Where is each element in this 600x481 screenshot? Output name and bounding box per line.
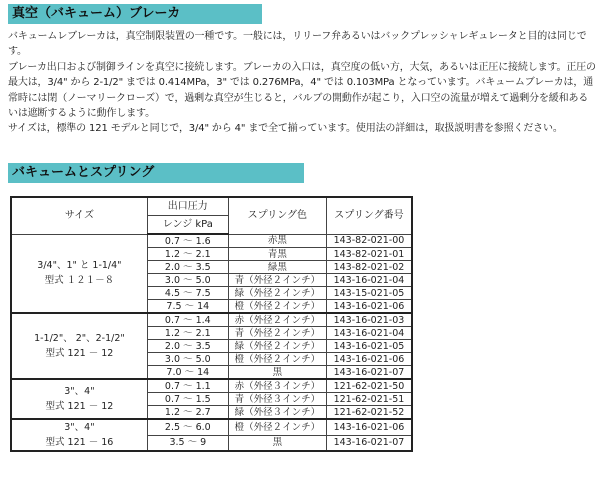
description-text [8, 29, 596, 137]
cell-pressure-range: 0.7 ～ 1.5 [147, 393, 228, 406]
cell-pressure-range: 1.2 ～ 2.7 [147, 406, 228, 420]
cell-spring-number: 143-82-021-00 [326, 234, 412, 248]
paragraph-connection: ブレーカ出口および制御ラインを真空に接続します。ブレーカの入口は，真空度の低い方，大気，あるいは正圧に接続します。正圧の最大は，3/4" から 2-1/2" までは 0.414MPa，3" では 0.276MPa，4" では 0.103MPa となっています。バキュームブレーカは，通常時には閉（ノーマリークローズ）で，過剰な真空が生じると，バルブの開動作が起こり，入口空の流量が増えて過剰分を緩和あるいは遮断するように動作します。 [8, 61, 596, 120]
cell-spring-color: 青（外径２インチ） [228, 327, 326, 340]
cell-pressure-range: 3.5 ～ 9 [147, 435, 228, 451]
cell-spring-number: 143-16-021-06 [326, 419, 412, 435]
cell-pressure-range: 0.7 ～ 1.6 [147, 234, 228, 248]
cell-pressure-range: 7.0 ～ 14 [147, 366, 228, 380]
header-range-line2: レンジ kPa [147, 216, 228, 235]
cell-spring-number: 143-16-021-04 [326, 274, 412, 287]
table-body [11, 234, 412, 451]
cell-pressure-range: 3.0 ～ 5.0 [147, 274, 228, 287]
table-row [11, 419, 412, 435]
cell-spring-color: 青（外径２インチ） [228, 274, 326, 287]
cell-pressure-range: 0.7 ～ 1.4 [147, 313, 228, 327]
cell-spring-color: 青黒 [228, 248, 326, 261]
cell-pressure-range: 0.7 ～ 1.1 [147, 379, 228, 393]
cell-pressure-range: 1.2 ～ 2.1 [147, 248, 228, 261]
size-line: 型式 121 － 16 [45, 437, 114, 448]
cell-pressure-range: 2.0 ～ 3.5 [147, 340, 228, 353]
cell-spring-number: 143-16-021-07 [326, 435, 412, 451]
header-range-line1: 出口圧力 [147, 197, 228, 216]
size-line: 型式 121 － 12 [45, 401, 114, 412]
cell-spring-color: 緑黒 [228, 261, 326, 274]
table-row [11, 234, 412, 248]
cell-spring-number: 121-62-021-50 [326, 379, 412, 393]
cell-size [11, 234, 147, 313]
table-row [11, 313, 412, 327]
cell-spring-color: 黒 [228, 435, 326, 451]
cell-pressure-range: 4.5 ～ 7.5 [147, 287, 228, 300]
cell-spring-number: 143-16-021-05 [326, 340, 412, 353]
size-line: 3/4"、1" と 1-1/4" [37, 260, 122, 272]
cell-spring-number: 143-15-021-05 [326, 287, 412, 300]
cell-spring-color: 赤黒 [228, 234, 326, 248]
cell-pressure-range: 7.5 ～ 14 [147, 300, 228, 314]
size-line: 1-1/2"、 2"、2-1/2" [34, 333, 125, 344]
cell-spring-color: 緑（外径２インチ） [228, 340, 326, 353]
cell-size [11, 419, 147, 451]
paragraph-sizes: サイズは，標準の 121 モデルと同じで，3/4" から 4" まで全て揃っています。使用法の詳細は，取扱説明書を参照ください。 [8, 123, 563, 135]
cell-spring-color: 黒 [228, 366, 326, 380]
section-heading-vacuum-breaker: 真空（バキューム）ブレーカ [8, 4, 262, 24]
cell-size [11, 379, 147, 419]
cell-spring-color: 赤（外径２インチ） [228, 313, 326, 327]
size-line: 型式 121 － 12 [45, 348, 114, 359]
header-spring-number: スプリング番号 [326, 197, 412, 234]
header-spring-color: スプリング色 [228, 197, 326, 234]
cell-spring-number: 143-16-021-03 [326, 313, 412, 327]
cell-spring-color: 青（外径３インチ） [228, 393, 326, 406]
spring-spec-table [10, 196, 413, 452]
cell-spring-number: 143-82-021-02 [326, 261, 412, 274]
cell-spring-number: 143-16-021-07 [326, 366, 412, 380]
cell-spring-number: 121-62-021-52 [326, 406, 412, 420]
cell-spring-color: 橙（外径２インチ） [228, 300, 326, 314]
size-line: 3"、4" [64, 386, 95, 397]
cell-spring-color: 緑（外径３インチ） [228, 406, 326, 420]
table-row [11, 379, 412, 393]
cell-pressure-range: 2.5 ～ 6.0 [147, 419, 228, 435]
cell-pressure-range: 2.0 ～ 3.5 [147, 261, 228, 274]
cell-size [11, 313, 147, 379]
section-heading-vacuum-spring: バキュームとスプリング [8, 163, 304, 183]
size-line: 3"、4" [64, 422, 95, 433]
cell-spring-color: 橙（外径２インチ） [228, 419, 326, 435]
cell-pressure-range: 3.0 ～ 5.0 [147, 353, 228, 366]
cell-spring-number: 143-16-021-06 [326, 300, 412, 314]
cell-spring-number: 143-16-021-06 [326, 353, 412, 366]
cell-spring-color: 緑（外径２インチ） [228, 287, 326, 300]
cell-spring-number: 143-82-021-01 [326, 248, 412, 261]
cell-spring-number: 143-16-021-04 [326, 327, 412, 340]
size-line: 型式 １２１－８ [44, 275, 115, 287]
cell-pressure-range: 1.2 ～ 2.1 [147, 327, 228, 340]
table-header-row [11, 197, 412, 216]
cell-spring-color: 赤（外径３インチ） [228, 379, 326, 393]
cell-spring-number: 121-62-021-51 [326, 393, 412, 406]
paragraph-purpose: バキュームレブレーカは，真空制限装置の一種です。一般には，リリーフ弁あるいはバックプレッシャレギュレータと目的は同じです。 [8, 31, 587, 58]
cell-spring-color: 橙（外径２インチ） [228, 353, 326, 366]
header-size: サイズ [11, 197, 147, 234]
